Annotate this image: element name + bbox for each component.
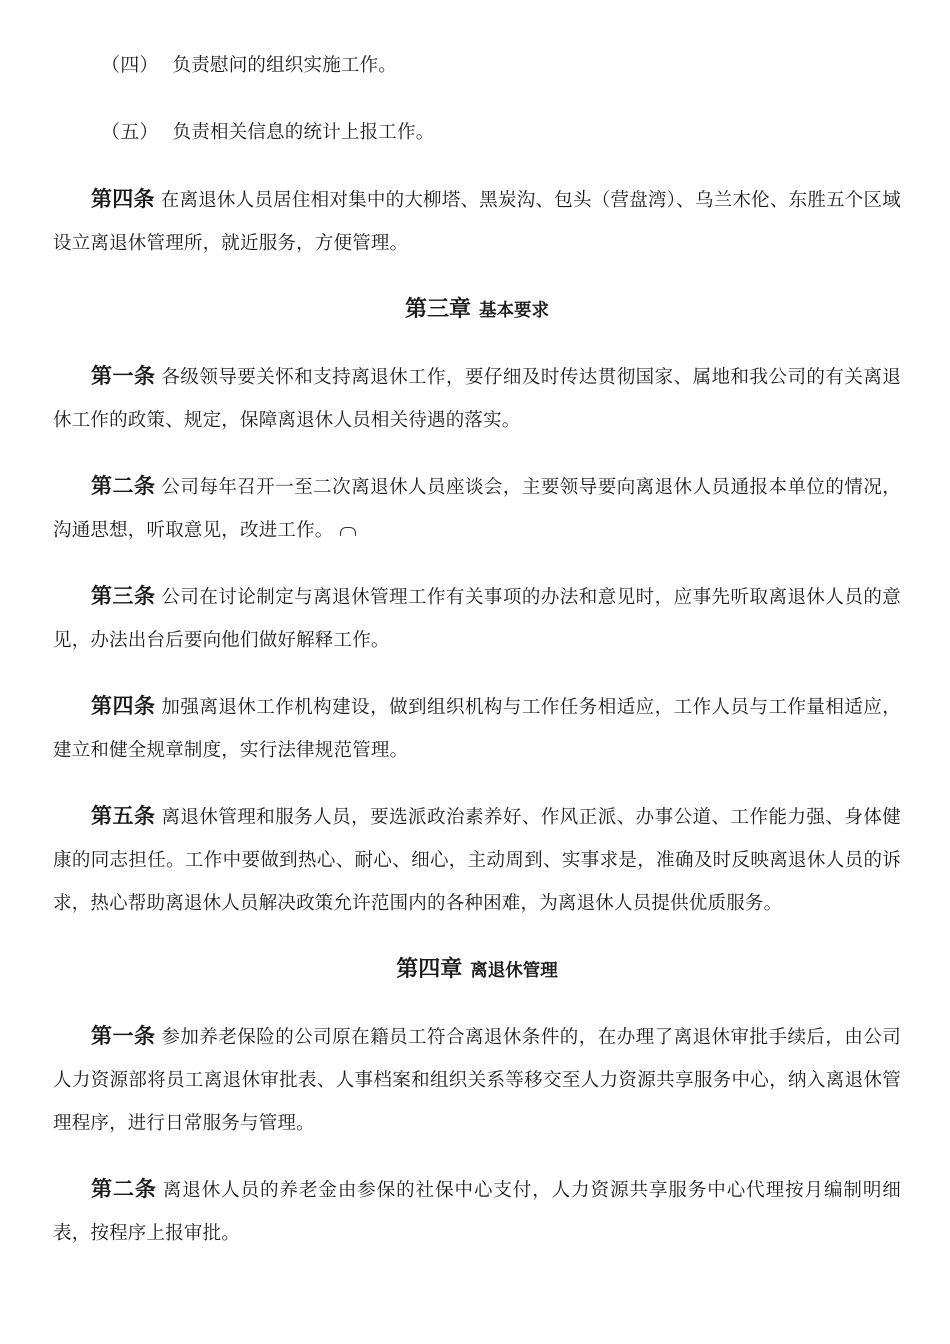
article-lead: 第三条 (91, 584, 156, 608)
item-number: （四） (101, 54, 159, 76)
article-text: 各级领导要关怀和支持离退休工作，要仔细及时传达贯彻国家、属地和我公司的有关离退休工作的政策、规定，保障离退休人员相关待遇的落实。 (53, 367, 901, 431)
article-text: 参加养老保险的公司原在籍员工符合离退休条件的，在办理了离退休审批手续后，由公司人力资源部将员工离退休审批表、人事档案和组织关系等移交至人力资源共享服务中心，纳入离退休管理程序，进行日常服务与管理。 (53, 1027, 901, 1134)
article-lead: 第一条 (91, 364, 156, 388)
chapter-heading-4 (53, 948, 901, 993)
article-lead: 第二条 (91, 1177, 157, 1201)
chapter-title: 离退休管理 (470, 961, 558, 981)
article-text: 公司在讨论制定与离退休管理工作有关事项的办法和意见时，应事先听取离退休人员的意见，办法出台后要向他们做好解释工作。 (53, 587, 901, 651)
article-text: 在离退休人员居住相对集中的大柳塔、黑炭沟、包头（营盘湾）、乌兰木伦、东胜五个区域设立离退休管理所，就近服务，方便管理。 (53, 190, 901, 254)
chapter-number: 第四章 (396, 957, 463, 982)
article-lead: 第四条 (91, 187, 155, 211)
article-lead: 第一条 (91, 1024, 156, 1048)
article-lead: 第五条 (91, 804, 156, 828)
list-item-4 (53, 44, 901, 87)
article-paragraph (53, 355, 901, 442)
list-item-5 (53, 111, 901, 154)
chapter-number: 第三章 (404, 297, 471, 322)
article-paragraph (53, 465, 901, 552)
article-text: 离退休人员的养老金由参保的社保中心支付，人力资源共享服务中心代理按月编制明细表，按程序上报审批。 (53, 1180, 901, 1244)
chapter-title: 基本要求 (479, 301, 549, 321)
article-paragraph (53, 178, 901, 265)
document-page (53, 44, 901, 1278)
article-text: 加强离退休工作机构建设，做到组织机构与工作任务相适应，工作人员与工作量相适应，建立和健全规章制度，实行法律规范管理。 (53, 697, 901, 761)
article-paragraph (53, 1015, 901, 1145)
article-text: 公司每年召开一至二次离退休人员座谈会，主要领导要向离退休人员通报本单位的情况，沟通思想，听取意见，改进工作。 (53, 477, 901, 541)
article-paragraph (53, 685, 901, 772)
item-number: （五） (101, 121, 159, 143)
return-mark-icon (340, 527, 356, 536)
article-lead: 第四条 (91, 694, 156, 718)
item-text: 负责慰问的组织实施工作。 (172, 55, 398, 76)
article-paragraph (53, 795, 901, 925)
article-paragraph (53, 1168, 901, 1255)
article-text: 离退休管理和服务人员，要选派政治素养好、作风正派、办事公道、工作能力强、身体健康的同志担任。工作中要做到热心、耐心、细心，主动周到、实事求是，准确及时反映离退休人员的诉求，热心帮助离退休人员解决政策允许范围内的各种困难，为离退休人员提供优质服务。 (53, 807, 901, 914)
article-lead: 第二条 (91, 474, 156, 498)
chapter-heading-3 (53, 288, 901, 333)
item-text: 负责相关信息的统计上报工作。 (172, 122, 435, 143)
article-paragraph (53, 575, 901, 662)
